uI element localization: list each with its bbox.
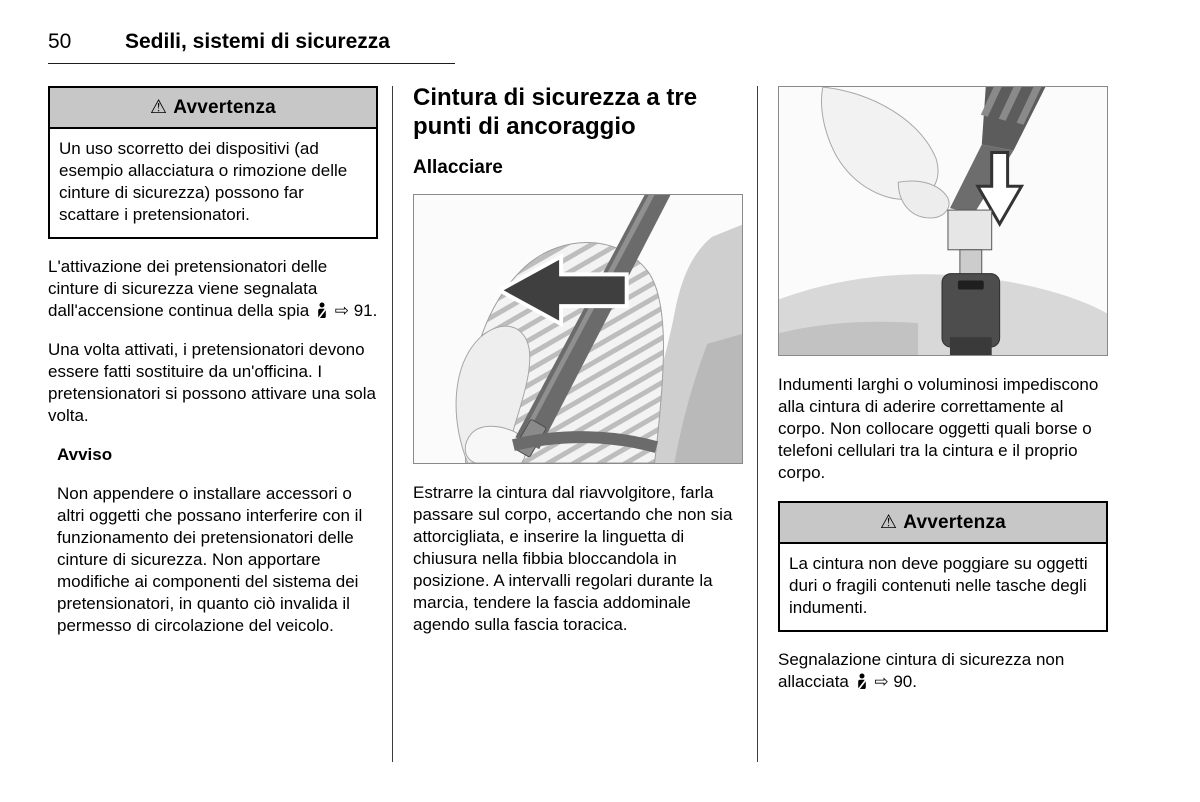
warning-body: Un uso scorretto dei dispositivi (ad esempio allacciatura o rimozione delle cinture di sicurezza) possono far scattare i pretensionatori. (59, 139, 348, 224)
page-reference-91 (335, 301, 378, 320)
paragraph-text: L'attivazione dei pretensionatori delle cinture di sicurezza viene segnalata dall'accensione continua della spia (48, 257, 328, 320)
loose-clothing-paragraph: Indumenti larghi o voluminosi impediscono alla cintura di aderire correttamente al corpo. Non collocare oggetti quali borse o telefoni cellulari tra la cintura e il proprio corpo. (778, 375, 1099, 482)
notice-body: Non appendere o installare accessori o altri oggetti che possano interferire con il funzionamento dei pretensionatori delle cinture di sicurezza. Non apportare modifiche ai componenti del sistema dei pretensionatori, in quanto ciò invalida il permesso di circolazione del veicolo. (57, 484, 363, 635)
warning-box-header (50, 88, 376, 129)
warning-title: Avvertenza (903, 512, 1006, 533)
reference-page: 91. (353, 301, 378, 320)
page-reference-90 (874, 672, 917, 691)
paragraph-text: Segnalazione cintura di sicurezza non allacciata (778, 650, 1065, 691)
warning-body: La cintura non deve poggiare su oggetti duri o fragili contenuti nelle tasche degli indumenti. (789, 554, 1088, 617)
column-divider-right (757, 86, 758, 762)
pretensioner-activation-paragraph (48, 256, 378, 322)
notice-block (57, 444, 378, 637)
page-header (0, 0, 1200, 54)
content-columns (0, 64, 1200, 762)
warning-triangle-icon: ⚠ (880, 512, 898, 533)
page-number: 50 (48, 30, 72, 53)
warning-triangle-icon: ⚠ (150, 97, 168, 118)
belt-reminder-paragraph (778, 649, 1108, 693)
seatbelt-reminder-lamp-icon (854, 673, 870, 689)
chapter-title: Sedili, sistemi di sicurezza (125, 30, 390, 53)
reference-page: 90. (893, 672, 917, 691)
subsection-heading: Allacciare (413, 157, 503, 178)
column-right (778, 86, 1108, 710)
reference-arrow-icon: ⇨ (874, 672, 889, 691)
notice-title: Avviso (57, 445, 113, 464)
fasten-instructions-paragraph: Estrarre la cintura dal riavvolgitore, farla passare sul corpo, accertando che non sia attorcigliata, e inserire la linguetta di chiusura nella fibbia bloccandola in posizione. A intervalli regolari durante la marcia, tendere la fascia addominale agendo sulla fascia toracica. (413, 483, 733, 634)
warning-box-header (780, 503, 1106, 544)
column-left (48, 86, 378, 654)
column-middle (413, 86, 743, 653)
pretensioner-lamp-icon (314, 302, 330, 318)
reference-arrow-icon: ⇨ (334, 301, 349, 320)
fasten-seatbelt-illustration (413, 194, 743, 464)
warning-title: Avvertenza (173, 97, 276, 118)
column-divider-left (392, 86, 393, 762)
section-heading: Cintura di sicurezza a tre punti di ancoraggio (413, 84, 698, 140)
warning-box-belt-objects (778, 501, 1108, 632)
warning-box-pretensioners (48, 86, 378, 239)
pretensioner-replacement-paragraph: Una volta attivati, i pretensionatori devono essere fatti sostituire da un'officina. I pretensionatori si possono attivare una sola volta. (48, 340, 376, 425)
buckle-insert-illustration (778, 86, 1108, 356)
